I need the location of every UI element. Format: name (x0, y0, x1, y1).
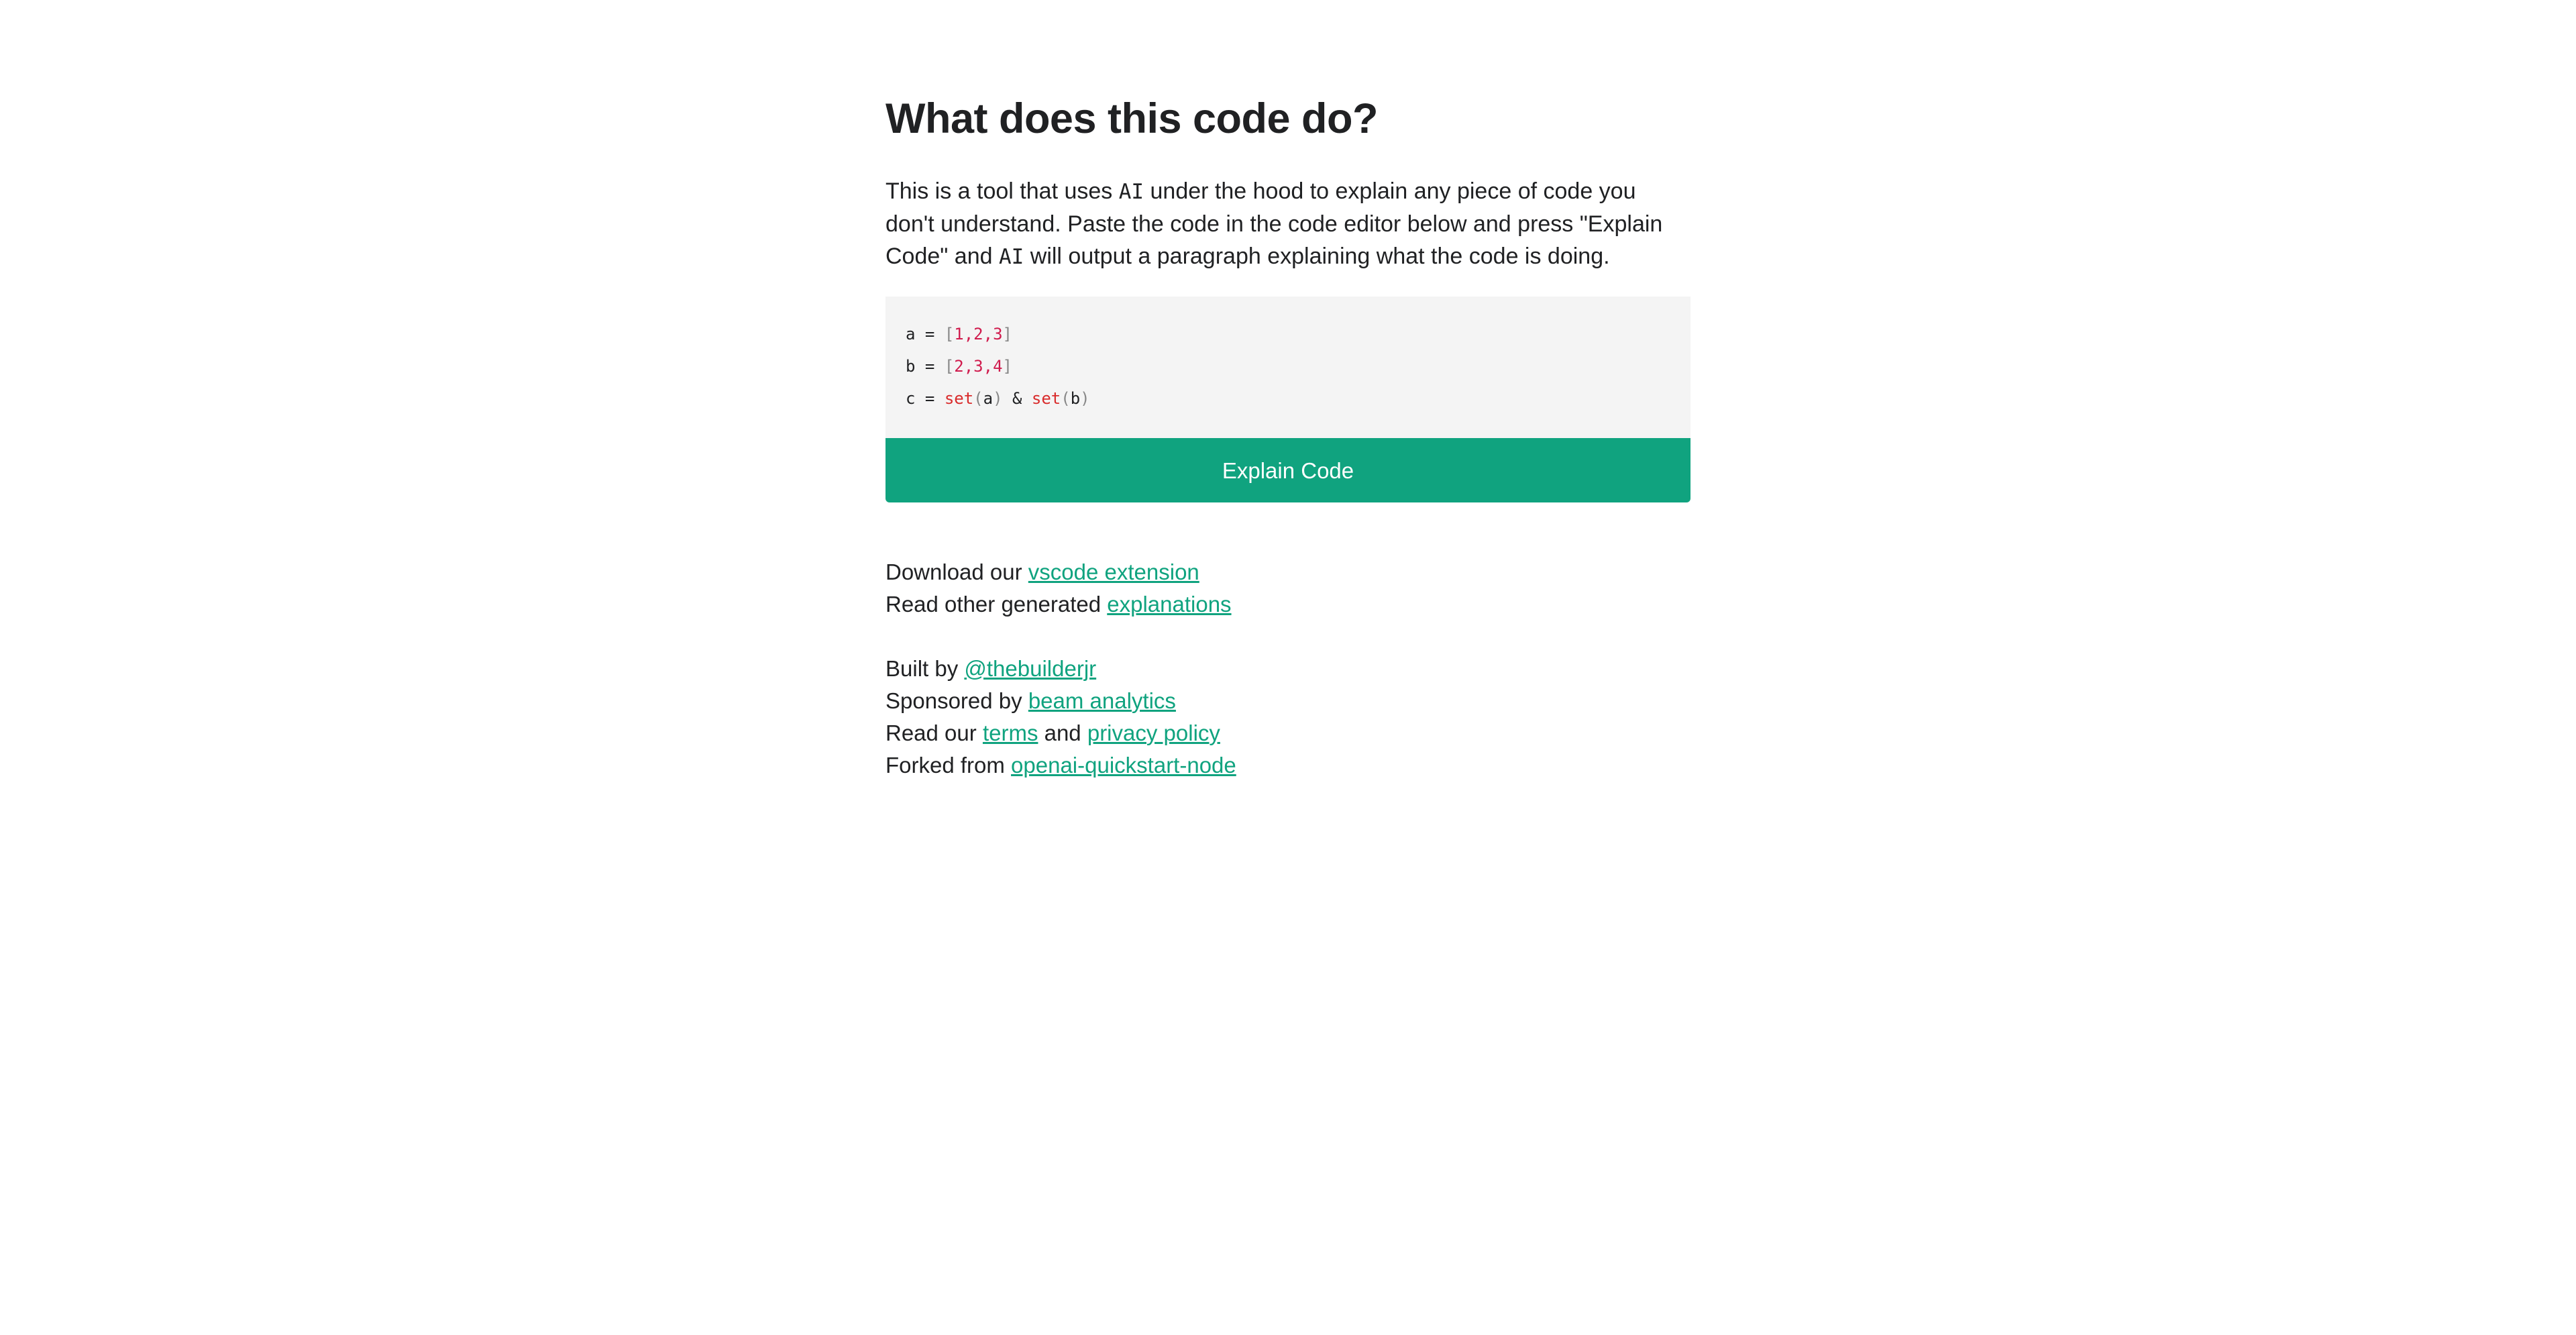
explanations-line: Read other generated explanations (885, 591, 1232, 617)
code-editor[interactable] (885, 297, 1690, 438)
sponsor-link[interactable]: beam analytics (1028, 688, 1176, 713)
page-title: What does this code do? (885, 95, 1379, 142)
privacy-policy-link[interactable]: privacy policy (1087, 720, 1220, 745)
fork-source-link[interactable]: openai-quickstart-node (1011, 752, 1236, 778)
download-line: Download our vscode extension (885, 559, 1199, 584)
intro-paragraph: This is a tool that uses AI under the hood to explain any piece of code you don't understand. Paste the code in the code editor below and press "Explain Code" and AI will output a paragraph explaining what the code is doing. (885, 178, 1663, 269)
explain-code-button[interactable]: Explain Code (885, 438, 1690, 502)
main-container (885, 94, 1690, 782)
explanations-link[interactable]: explanations (1107, 591, 1232, 617)
terms-line: Read our terms and privacy policy (885, 720, 1220, 745)
code-line: b = [2,3,4] (906, 356, 1012, 376)
built-by-line: Built by @thebuilderjr (885, 655, 1097, 681)
terms-link[interactable]: terms (982, 720, 1038, 745)
code-line: a = [1,2,3] (906, 324, 1012, 343)
sponsored-line: Sponsored by beam analytics (885, 688, 1176, 713)
code-line: c = set(a) & set(b) (906, 388, 1090, 408)
vscode-extension-link[interactable]: vscode extension (1028, 559, 1199, 584)
forked-line: Forked from openai-quickstart-node (885, 752, 1236, 778)
author-link[interactable]: @thebuilderjr (964, 655, 1097, 681)
links-section (885, 556, 1690, 782)
